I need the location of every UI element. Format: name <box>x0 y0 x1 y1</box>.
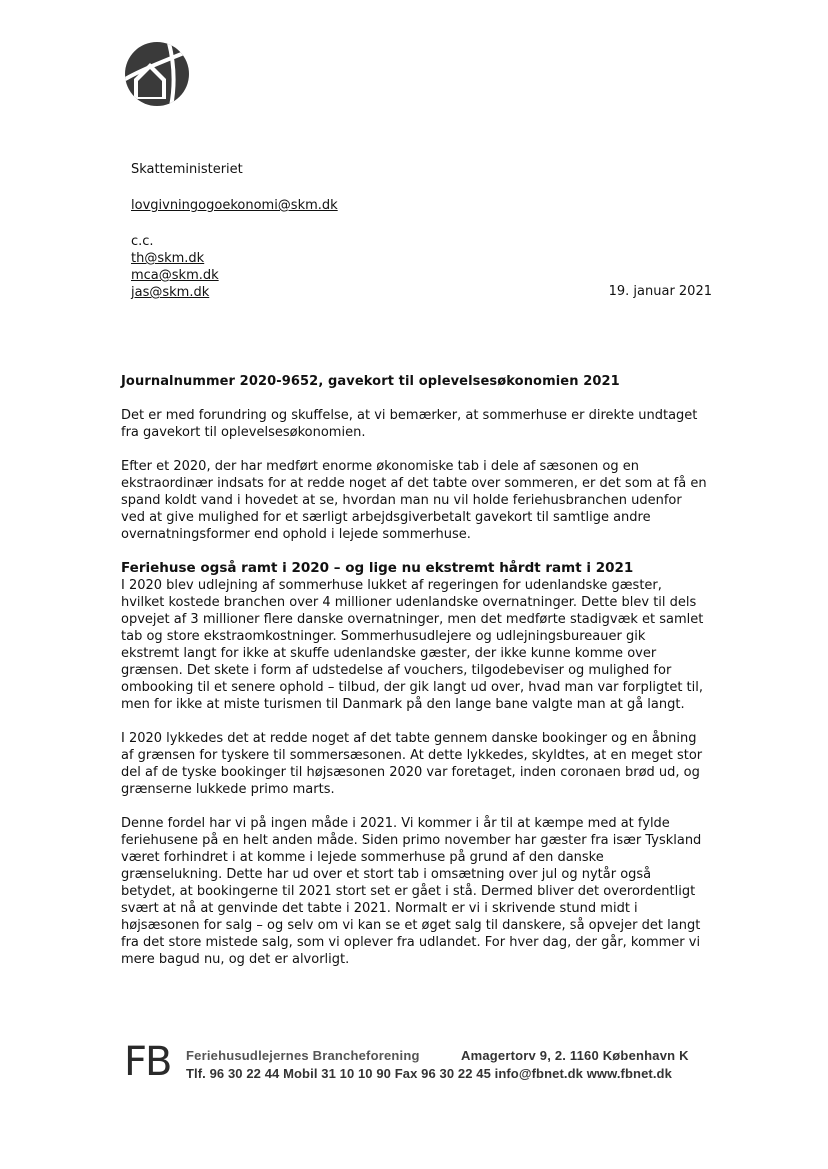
recipient-email-link[interactable]: lovgivningogoekonomi@skm.dk <box>131 198 338 213</box>
letter-date: 19. januar 2021 <box>608 284 712 299</box>
org-address: Amagertorv 9, 2. 1160 København K <box>461 1048 689 1063</box>
org-name: Feriehusudlejernes Brancheforening <box>186 1048 420 1063</box>
section-heading: Feriehuse også ramt i 2020 – og lige nu ekstremt hårdt ramt i 2021 <box>121 560 634 576</box>
cc-label: c.c. <box>131 234 154 249</box>
letterhead-footer <box>124 1039 694 1085</box>
body-paragraph: Det er med forundring og skuffelse, at vi bemærker, at sommerhuse er direkte undtaget fra gavekort til oplevelsesøkonomien. <box>121 408 698 440</box>
footer-contact: Tlf. 96 30 22 44 Mobil 31 10 10 90 Fax 96 30 22 45 info@fbnet.dk www.fbnet.dk <box>186 1066 672 1081</box>
footer-line-org <box>186 1048 689 1063</box>
letter-body <box>121 373 707 985</box>
body-paragraph: I 2020 lykkedes det at redde noget af det tabte gennem danske bookinger og en åbning af grænsen for tyskere til sommersæsonen. At dette lykkedes, skyldtes, at en meget stor del af de tyske bookinger til højsæsonen 2020 var foretaget, inden coronaen brød ud, og grænserne lukkede primo marts. <box>121 731 703 797</box>
cc-email-link[interactable]: mca@skm.dk <box>131 268 219 283</box>
body-paragraph: I 2020 blev udlejning af sommerhuse lukket af regeringen for udenlandske gæster, hvilket kostede branchen over 4 millioner udenlandske overnatninger. Dette blev til dels opvejet af 3 millioner flere danske overnatninger, men det medførte stadigvæk et samlet tab og store ekstraomkostninger. Sommerhusudlejere og udlejningsbureauer gik ekstremt langt for ikke at skuffe udenlandske gæster, der ikke kunne komme over grænsen. Det skete i form af udstedelse af vouchers, tilgodebeviser og mulighed for ombooking til et senere ophold – tilbud, der gik langt ud over, hvad man var forpligtet til, men for ikke at miste turismen til Danmark på den lange bane valgte man at gå langt. <box>121 578 704 712</box>
cc-email-link[interactable]: th@skm.dk <box>131 251 205 266</box>
subject-heading: Journalnummer 2020-9652, gavekort til oplevelsesøkonomien 2021 <box>121 374 620 389</box>
cc-email-link[interactable]: jas@skm.dk <box>131 285 210 300</box>
cc-block <box>131 233 219 301</box>
recipient-email-block <box>131 197 338 214</box>
fb-logo-mark: FB <box>124 1039 171 1085</box>
body-paragraph: Efter et 2020, der har medført enorme økonomiske tab i dele af sæsonen og en ekstraordinær indsats for at redde noget af det tabte over sommeren, er det som at få en spand koldt vand i hovedet at se, hvordan man nu vil holde feriehusbranchen udenfor ved at give mulighed for et særligt arbejdsgiverbetalt gavekort til samtlige andre overnatningsformer end ophold i lejede sommerhuse. <box>121 459 707 542</box>
house-globe-logo-icon <box>124 41 190 107</box>
recipient-name: Skatteministeriet <box>131 162 243 177</box>
body-paragraph: Denne fordel har vi på ingen måde i 2021. Vi kommer i år til at kæmpe med at fylde feriehusene på en helt anden måde. Siden primo november har gæster fra især Tyskland været forhindret i at komme i lejede sommerhuse på grund af den danske grænselukning. Dette har ud over et stort tab i omsætning over jul og nytår også betydet, at bookingerne til 2021 stort set er gået i stå. Dermed bliver det overordentligt svært at nå at genvinde det tabte i 2021. Normalt er vi i skrivende stund midt i højsæsonen for salg – og selv om vi kan se et øget salg til danskere, så opvejer det langt fra det store mistede salg, som vi oplever fra udlandet. For hver dag, der går, kommer vi mere bagud nu, og det er alvorligt. <box>121 816 702 967</box>
